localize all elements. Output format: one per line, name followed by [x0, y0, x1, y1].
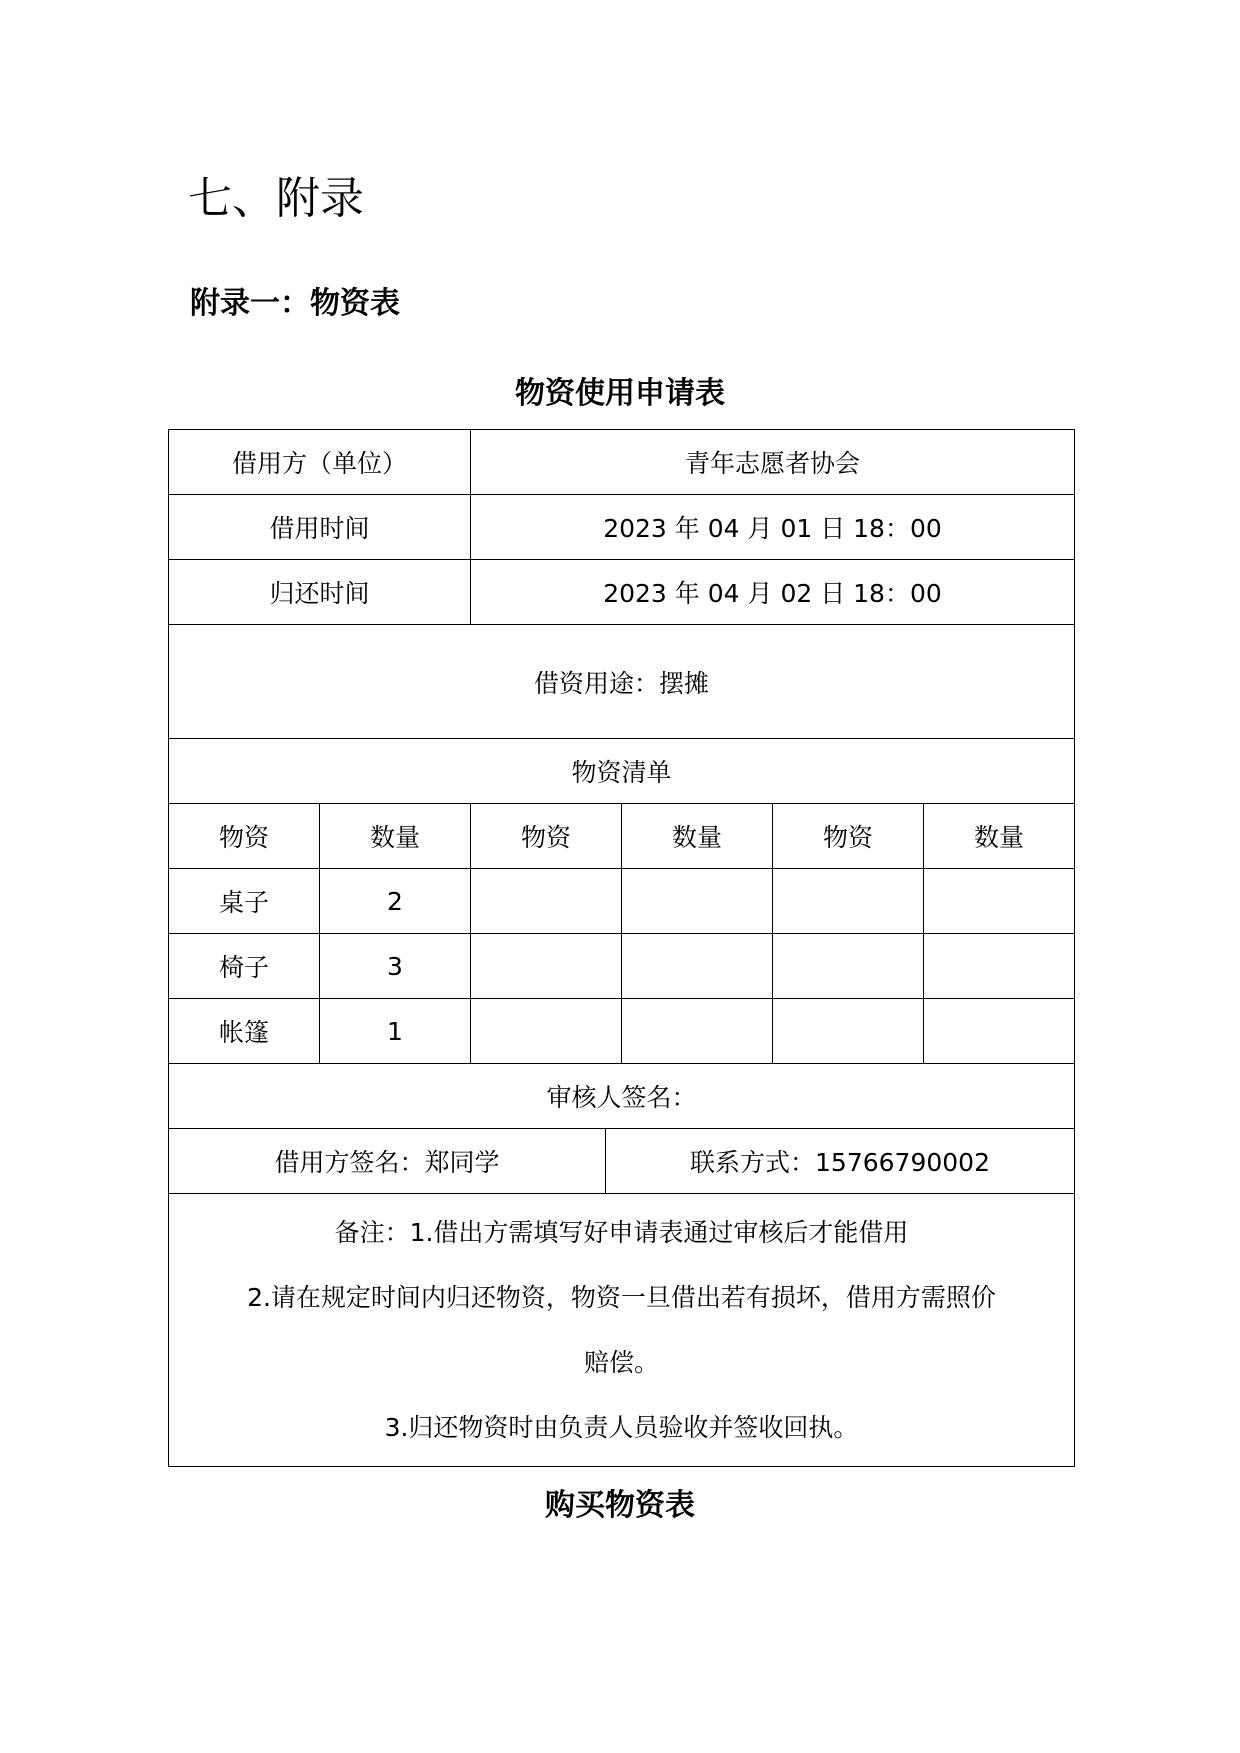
item-name: 桌子 [169, 869, 320, 934]
table-row [169, 560, 1075, 625]
appendix-heading: 附录一：物资表 [190, 286, 400, 321]
borrow-time-label: 借用时间 [169, 495, 471, 560]
item-name: 椅子 [169, 934, 320, 999]
table-row [169, 1064, 1075, 1129]
col-header: 数量 [924, 804, 1075, 869]
item-qty: 3 [320, 934, 471, 999]
col-header: 物资 [169, 804, 320, 869]
col-header: 数量 [320, 804, 471, 869]
return-time-label: 归还时间 [169, 560, 471, 625]
borrower-signature: 借用方签名：郑同学 [169, 1129, 606, 1193]
table-row [169, 495, 1075, 560]
note-line: 备注：1.借出方需填写好申请表通过审核后才能借用 [334, 1218, 909, 1247]
col-header: 物资 [471, 804, 622, 869]
item-name: 帐篷 [169, 999, 320, 1064]
item-qty: 2 [320, 869, 471, 934]
table-row [169, 430, 1075, 495]
list-title: 物资清单 [169, 739, 1075, 804]
col-header: 数量 [622, 804, 773, 869]
item-row [169, 934, 1075, 999]
note-line: 3.归还物资时由负责人员验收并签收回执。 [384, 1413, 859, 1442]
item-row [169, 869, 1075, 934]
reviewer-signature: 审核人签名： [169, 1064, 1075, 1129]
purchase-table-title: 购买物资表 [545, 1488, 695, 1523]
note-line: 赔偿。 [583, 1348, 659, 1377]
application-form-table [168, 429, 1075, 1467]
borrower-label: 借用方（单位） [169, 430, 471, 495]
borrower-value: 青年志愿者协会 [471, 430, 1075, 495]
return-time-value: 2023 年 04 月 02 日 18：00 [471, 560, 1075, 625]
borrow-time-value: 2023 年 04 月 01 日 18：00 [471, 495, 1075, 560]
form-title: 物资使用申请表 [515, 376, 725, 411]
header-row [169, 804, 1075, 869]
purpose: 借资用途：摆摊 [169, 625, 1075, 739]
contact-info: 联系方式：15766790002 [690, 1148, 990, 1177]
item-row [169, 999, 1075, 1064]
col-header: 物资 [773, 804, 924, 869]
section-heading: 七、附录 [188, 173, 364, 224]
table-row [169, 739, 1075, 804]
note-line: 2.请在规定时间内归还物资，物资一旦借出若有损坏，借用方需照价 [247, 1283, 996, 1312]
table-row [169, 1129, 1075, 1194]
notes-row [169, 1194, 1075, 1467]
item-qty: 1 [320, 999, 471, 1064]
table-row [169, 625, 1075, 739]
